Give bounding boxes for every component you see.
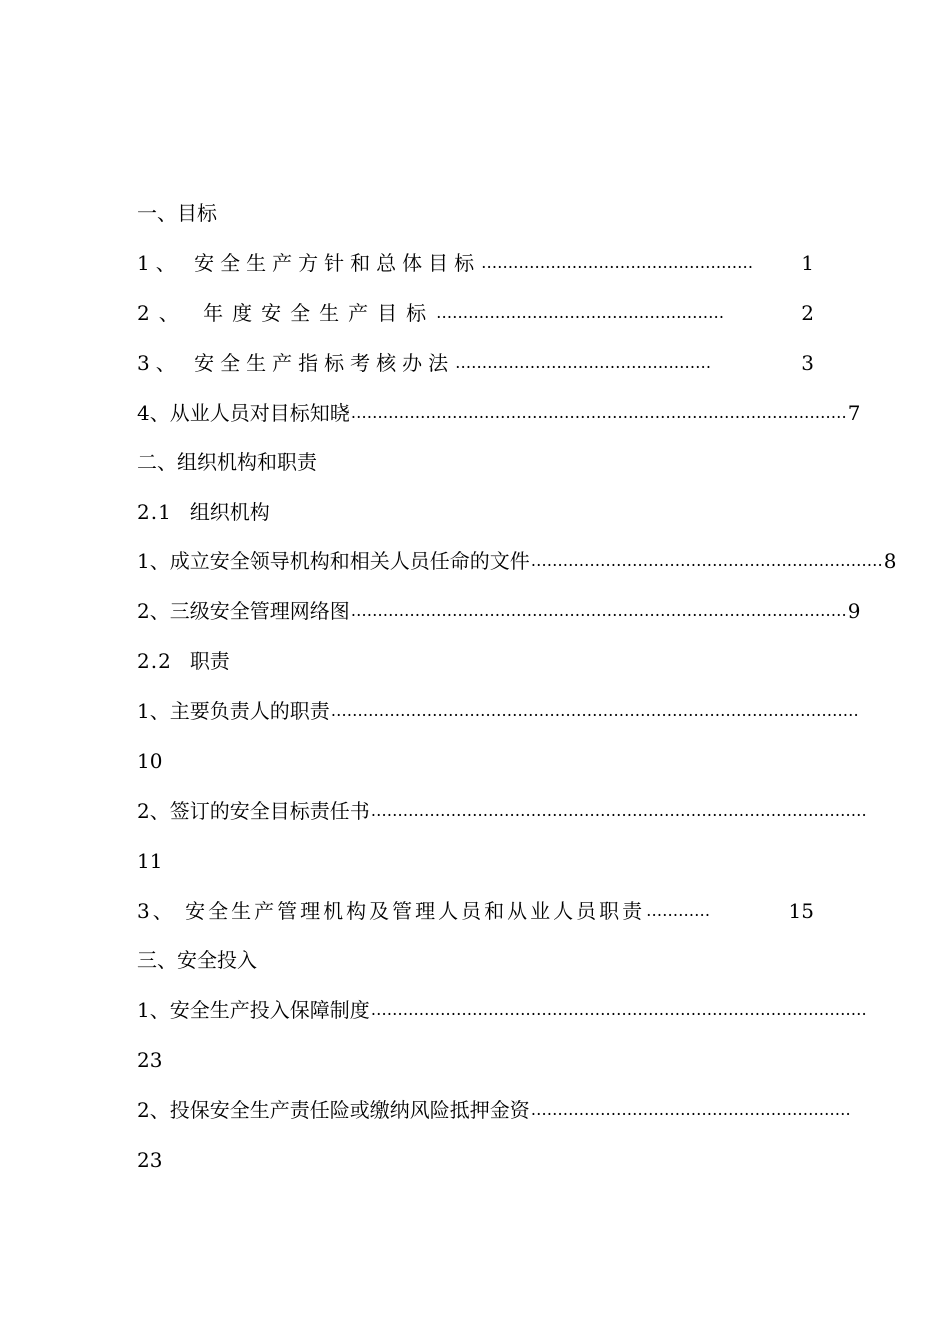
section-heading-investment <box>137 945 814 975</box>
toc-page-number: 11 <box>137 849 163 873</box>
toc-page-number: 23 <box>137 1148 163 1172</box>
toc-leader: ………………………………………………………………………………… <box>370 1000 867 1019</box>
toc-entry[interactable] <box>137 546 897 576</box>
toc-page-number: 23 <box>137 1048 163 1072</box>
toc-entry-text: 1、安全生产投入保障制度 <box>137 998 370 1022</box>
toc-entry[interactable] <box>137 1095 851 1125</box>
toc-entry-text: 2、签订的安全目标责任书 <box>137 799 370 823</box>
toc-leader: ………………………………………………………… <box>530 551 883 570</box>
toc-page-number: 2 <box>801 301 814 325</box>
subsection-title: 组织机构 <box>189 500 270 524</box>
toc-entry[interactable] <box>137 896 814 926</box>
toc-entry[interactable] <box>137 796 867 826</box>
subsection-heading <box>137 646 814 676</box>
subsection-number: 2.1 <box>137 500 172 524</box>
section-heading-text: 三、安全投入 <box>137 948 257 972</box>
toc-leader: ………… <box>646 901 711 920</box>
toc-entry-text: 2、 年度安全生产目标 <box>137 301 436 325</box>
toc-entry[interactable] <box>137 995 867 1025</box>
toc-entry-text: 1、主要负责人的职责 <box>137 699 330 723</box>
toc-page-number-wrapped <box>137 846 814 876</box>
toc-entry-text: 1、成立安全领导机构和相关人员任命的文件 <box>137 549 530 573</box>
section-heading-organization <box>137 447 814 477</box>
toc-entry-text: 1、 安全生产方针和总体目标 <box>137 251 481 275</box>
toc-page-number: 15 <box>788 899 814 923</box>
toc-page-number: 10 <box>137 749 163 773</box>
toc-entry[interactable] <box>137 298 814 328</box>
toc-page-number: 1 <box>801 251 814 275</box>
toc-leader: ………………………………………………………………………………… <box>370 801 867 820</box>
toc-page-number: 7 <box>847 401 861 425</box>
subsection-number: 2.2 <box>137 649 172 673</box>
toc-entry-text: 4、从业人员对目标知晓 <box>137 401 350 425</box>
toc-leader: ………………………………………… <box>455 353 712 372</box>
toc-leader: ……………………………………………… <box>436 303 725 322</box>
toc-page-number: 9 <box>847 599 861 623</box>
toc-entry[interactable] <box>137 696 859 726</box>
toc-page-number-wrapped <box>137 746 814 776</box>
toc-entry[interactable] <box>137 596 861 626</box>
section-heading-goals <box>137 198 814 228</box>
subsection-heading <box>137 497 814 527</box>
toc-entry-text: 3、 安全生产管理机构及管理人员和从业人员职责 <box>137 899 646 923</box>
toc-leader: …………………………………………… <box>481 253 754 272</box>
toc-entry[interactable] <box>137 398 861 428</box>
toc-leader: …………………………………………………… <box>530 1100 851 1119</box>
toc-entry[interactable] <box>137 348 814 378</box>
section-heading-text: 一、目标 <box>137 201 217 225</box>
toc-entry-text: 3、 安全生产指标考核办法 <box>137 351 455 375</box>
section-heading-text: 二、组织机构和职责 <box>137 450 317 474</box>
toc-page-number-wrapped <box>137 1145 814 1175</box>
toc-leader: ……………………………………………………………………………………… <box>330 701 859 720</box>
toc-page-number: 8 <box>883 549 897 573</box>
toc-entry-text: 2、三级安全管理网络图 <box>137 599 350 623</box>
toc-leader: ………………………………………………………………………………… <box>350 403 847 422</box>
toc-page-number-wrapped <box>137 1045 814 1075</box>
toc-page-number: 3 <box>801 351 814 375</box>
toc-entry[interactable] <box>137 248 814 278</box>
toc-entry-text: 2、投保安全生产责任险或缴纳风险抵押金资 <box>137 1098 530 1122</box>
toc-leader: ………………………………………………………………………………… <box>350 601 847 620</box>
subsection-title: 职责 <box>189 649 230 673</box>
